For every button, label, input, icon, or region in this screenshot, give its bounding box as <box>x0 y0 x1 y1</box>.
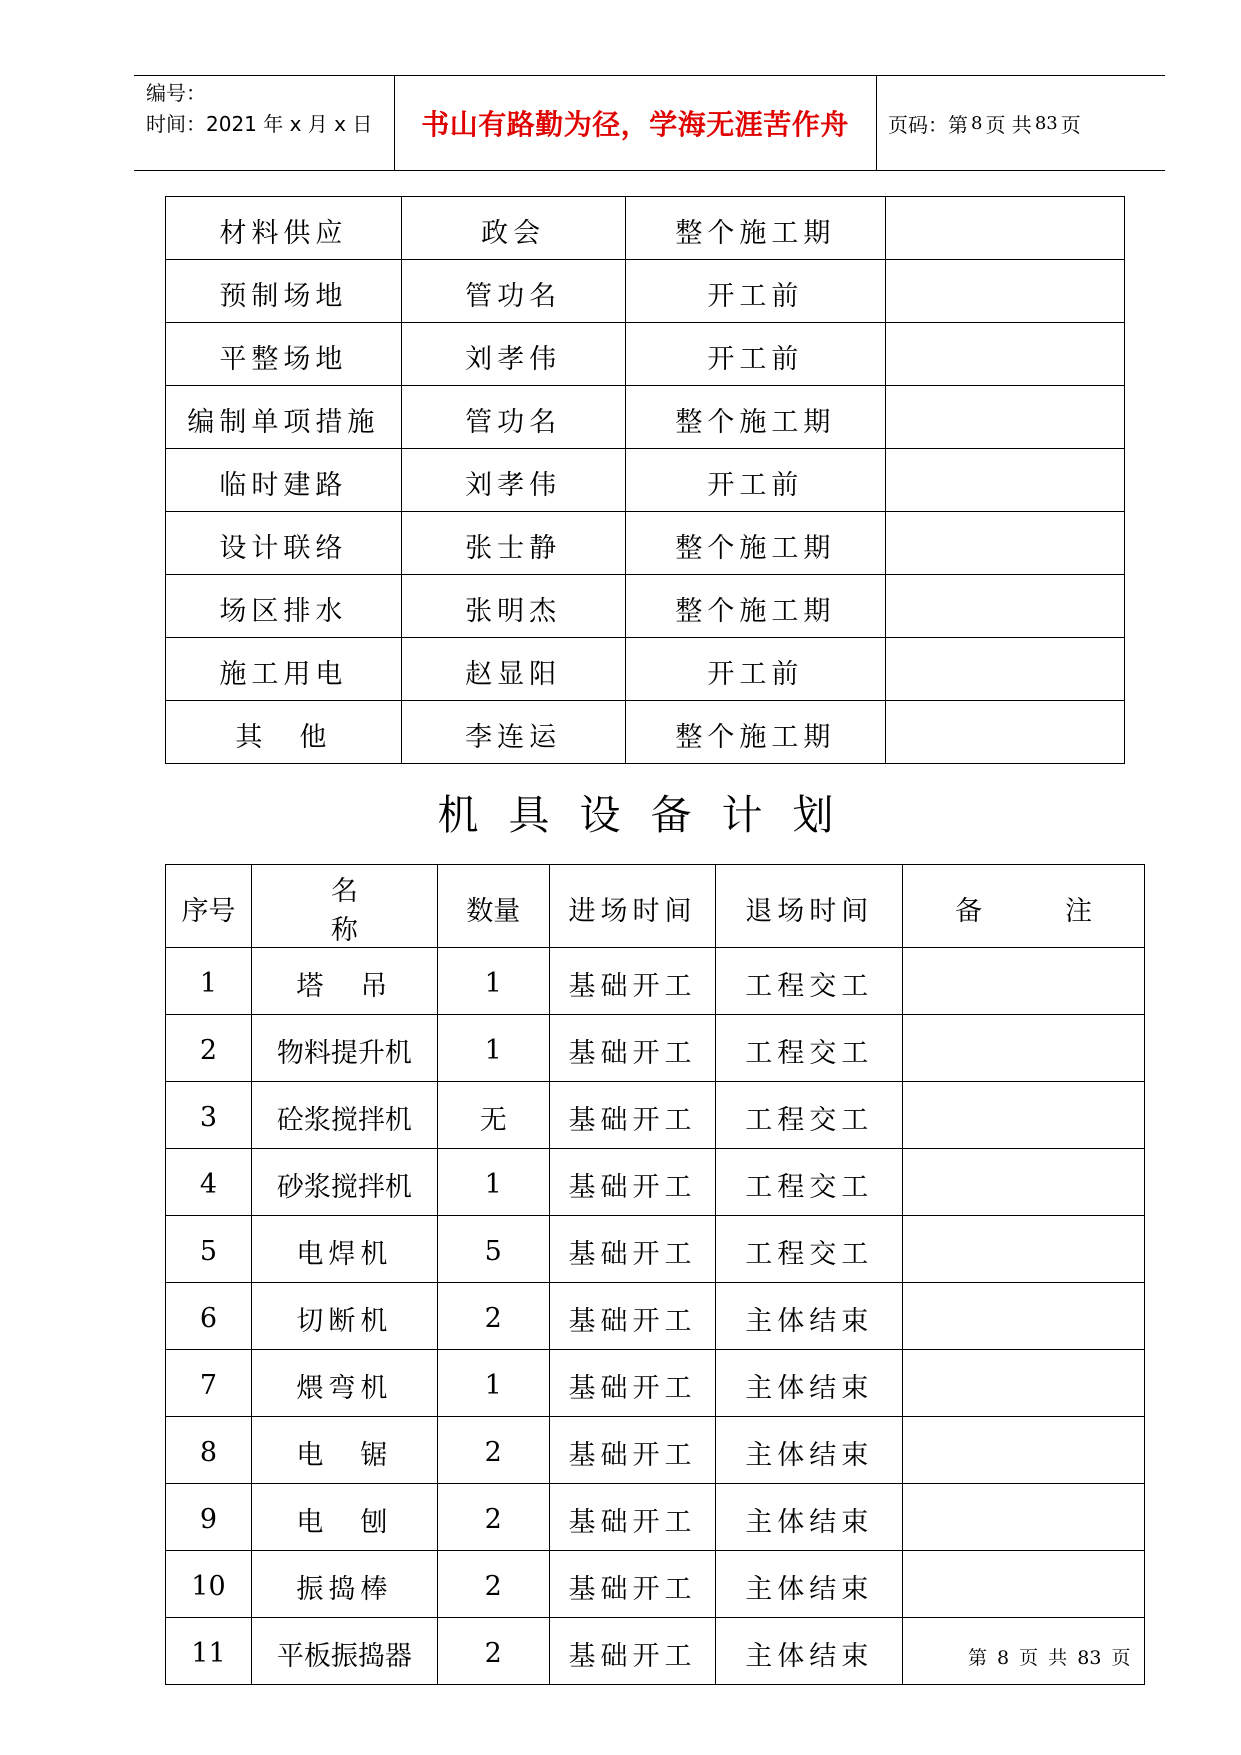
note-cell <box>886 323 1125 386</box>
period-cell: 整个施工期 <box>625 386 886 449</box>
equipment-row <box>166 1082 1145 1149</box>
equipment-row <box>166 1216 1145 1283</box>
note-cell <box>886 512 1125 575</box>
entry-cell: 基础开工 <box>549 1283 716 1350</box>
owner-cell: 张士静 <box>401 512 625 575</box>
task-cell: 平整场地 <box>166 323 402 386</box>
page-footer: 第 8 页 共 83 页 <box>968 1647 1131 1669</box>
exit-cell: 工程交工 <box>716 1216 903 1283</box>
remark-cell <box>903 1149 1145 1216</box>
exit-cell: 工程交工 <box>716 1149 903 1216</box>
name-cell: 物料提升机 <box>251 1015 437 1082</box>
remark-cell <box>903 948 1145 1015</box>
period-cell: 开工前 <box>625 260 886 323</box>
note-cell <box>886 575 1125 638</box>
quantity-cell: 5 <box>437 1216 549 1283</box>
owner-cell: 李连运 <box>401 701 625 764</box>
column-header: 进场时间 <box>549 865 716 948</box>
owner-cell: 管功名 <box>401 386 625 449</box>
owner-cell: 刘孝伟 <box>401 323 625 386</box>
entry-cell: 基础开工 <box>549 1149 716 1216</box>
column-header: 名 称 <box>251 865 437 948</box>
code-label: 编号： <box>146 81 206 105</box>
entry-cell: 基础开工 <box>549 1015 716 1082</box>
name-cell: 振捣棒 <box>251 1551 437 1618</box>
name-cell: 砂浆搅拌机 <box>251 1149 437 1216</box>
column-header: 序号 <box>166 865 252 948</box>
duty-row <box>166 701 1125 764</box>
header-divider <box>876 76 877 170</box>
name-cell: 砼浆搅拌机 <box>251 1082 437 1149</box>
exit-cell: 主体结束 <box>716 1618 903 1685</box>
header-meta <box>146 78 372 140</box>
equipment-row <box>166 1283 1145 1350</box>
page-suffix: 页 <box>1060 112 1081 137</box>
name-cell: 煨弯机 <box>251 1350 437 1417</box>
quantity-cell: 1 <box>437 1149 549 1216</box>
period-cell: 开工前 <box>625 323 886 386</box>
duty-row <box>166 323 1125 386</box>
task-cell: 预制场地 <box>166 260 402 323</box>
index-cell: 2 <box>166 1015 252 1082</box>
duty-row <box>166 197 1125 260</box>
note-cell <box>886 386 1125 449</box>
period-cell: 整个施工期 <box>625 197 886 260</box>
entry-cell: 基础开工 <box>549 1216 716 1283</box>
owner-cell: 政会 <box>401 197 625 260</box>
column-header: 备 注 <box>903 865 1145 948</box>
task-cell: 设计联络 <box>166 512 402 575</box>
exit-cell: 主体结束 <box>716 1484 903 1551</box>
exit-cell: 工程交工 <box>716 1082 903 1149</box>
name-cell: 塔 吊 <box>251 948 437 1015</box>
period-cell: 整个施工期 <box>625 701 886 764</box>
entry-cell: 基础开工 <box>549 1484 716 1551</box>
quantity-cell: 无 <box>437 1082 549 1149</box>
note-cell <box>886 197 1125 260</box>
remark-cell <box>903 1216 1145 1283</box>
remark-cell <box>903 1350 1145 1417</box>
note-cell <box>886 638 1125 701</box>
duty-row <box>166 449 1125 512</box>
index-cell: 3 <box>166 1082 252 1149</box>
entry-cell: 基础开工 <box>549 1618 716 1685</box>
header-row <box>166 865 1145 948</box>
period-cell: 整个施工期 <box>625 512 886 575</box>
index-cell: 4 <box>166 1149 252 1216</box>
header-page-indicator <box>888 76 1081 170</box>
entry-cell: 基础开工 <box>549 948 716 1015</box>
owner-cell: 刘孝伟 <box>401 449 625 512</box>
duty-row <box>166 260 1125 323</box>
exit-cell: 工程交工 <box>716 948 903 1015</box>
time-label: 时间：2021 年 x 月 x 日 <box>146 112 373 136</box>
section-title: 机具设备计划 <box>437 791 864 839</box>
duty-row <box>166 638 1125 701</box>
equipment-row <box>166 948 1145 1015</box>
quantity-cell: 1 <box>437 948 549 1015</box>
page-number: 8 <box>971 112 983 134</box>
index-cell: 9 <box>166 1484 252 1551</box>
period-cell: 整个施工期 <box>625 575 886 638</box>
task-cell: 其 他 <box>166 701 402 764</box>
duty-row <box>166 512 1125 575</box>
column-header: 数量 <box>437 865 549 948</box>
owner-cell: 赵显阳 <box>401 638 625 701</box>
entry-cell: 基础开工 <box>549 1551 716 1618</box>
index-cell: 1 <box>166 948 252 1015</box>
note-cell <box>886 701 1125 764</box>
page-total: 83 <box>1034 112 1058 134</box>
note-cell <box>886 260 1125 323</box>
quantity-cell: 2 <box>437 1417 549 1484</box>
remark-cell <box>903 1283 1145 1350</box>
remark-cell <box>903 1417 1145 1484</box>
name-cell: 电 锯 <box>251 1417 437 1484</box>
exit-cell: 主体结束 <box>716 1417 903 1484</box>
remark-cell <box>903 1551 1145 1618</box>
quantity-cell: 2 <box>437 1484 549 1551</box>
index-cell: 11 <box>166 1618 252 1685</box>
remark-cell <box>903 1082 1145 1149</box>
name-cell: 平板振捣器 <box>251 1618 437 1685</box>
remark-cell <box>903 1015 1145 1082</box>
equipment-row <box>166 1417 1145 1484</box>
page-prefix: 页码：第 <box>888 112 968 137</box>
page-header <box>134 75 1165 171</box>
equipment-row <box>166 1350 1145 1417</box>
name-cell: 切断机 <box>251 1283 437 1350</box>
equipment-row <box>166 1484 1145 1551</box>
quantity-cell: 2 <box>437 1551 549 1618</box>
owner-cell: 张明杰 <box>401 575 625 638</box>
index-cell: 6 <box>166 1283 252 1350</box>
exit-cell: 主体结束 <box>716 1350 903 1417</box>
index-cell: 7 <box>166 1350 252 1417</box>
period-cell: 开工前 <box>625 638 886 701</box>
name-cell: 电 刨 <box>251 1484 437 1551</box>
task-cell: 材料供应 <box>166 197 402 260</box>
column-header: 退场时间 <box>716 865 903 948</box>
header-divider <box>394 76 395 170</box>
entry-cell: 基础开工 <box>549 1082 716 1149</box>
task-cell: 场区排水 <box>166 575 402 638</box>
quantity-cell: 1 <box>437 1350 549 1417</box>
note-cell <box>886 449 1125 512</box>
equipment-row <box>166 1149 1145 1216</box>
quantity-cell: 2 <box>437 1283 549 1350</box>
index-cell: 5 <box>166 1216 252 1283</box>
exit-cell: 主体结束 <box>716 1283 903 1350</box>
name-cell: 电焊机 <box>251 1216 437 1283</box>
equipment-row <box>166 1551 1145 1618</box>
header-motto: 书山有路勤为径，学海无涯苦作舟 <box>421 108 849 141</box>
duty-table <box>165 196 1125 764</box>
index-cell: 8 <box>166 1417 252 1484</box>
duty-row <box>166 386 1125 449</box>
task-cell: 施工用电 <box>166 638 402 701</box>
exit-cell: 主体结束 <box>716 1551 903 1618</box>
owner-cell: 管功名 <box>401 260 625 323</box>
page-mid: 页 共 <box>985 112 1032 137</box>
equipment-table <box>165 864 1145 1685</box>
task-cell: 临时建路 <box>166 449 402 512</box>
exit-cell: 工程交工 <box>716 1015 903 1082</box>
equipment-row <box>166 1015 1145 1082</box>
entry-cell: 基础开工 <box>549 1417 716 1484</box>
period-cell: 开工前 <box>625 449 886 512</box>
task-cell: 编制单项措施 <box>166 386 402 449</box>
entry-cell: 基础开工 <box>549 1350 716 1417</box>
quantity-cell: 1 <box>437 1015 549 1082</box>
index-cell: 10 <box>166 1551 252 1618</box>
quantity-cell: 2 <box>437 1618 549 1685</box>
duty-row <box>166 575 1125 638</box>
remark-cell <box>903 1484 1145 1551</box>
